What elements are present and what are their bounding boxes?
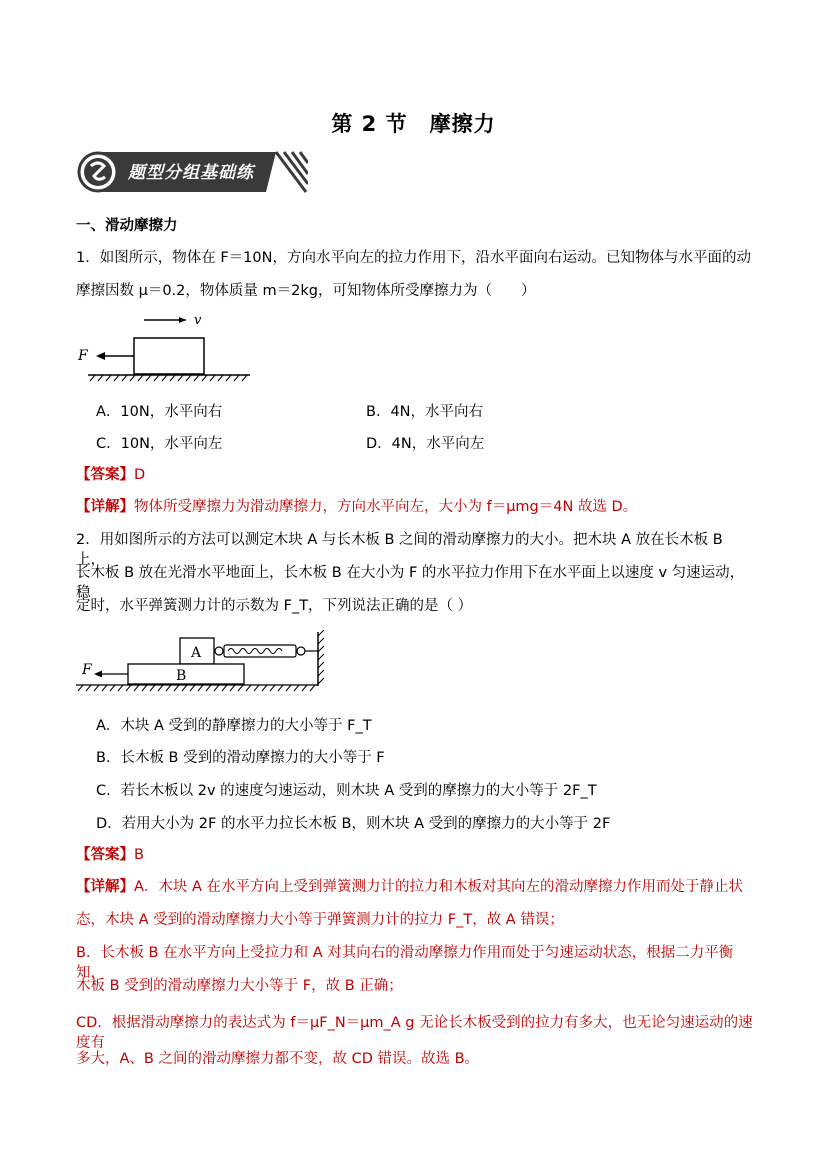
banner-label: 题型分组基础练 <box>128 163 254 183</box>
q2-stem-line1: 2．用如图所示的方法可以测定木块 A 与长木板 B 之间的滑动摩擦力的大小。把木块 A 放在长木板 B 上， <box>76 532 723 568</box>
q1-option-b: B．4N，水平向右 <box>366 404 484 420</box>
q1-stem-line2: 摩擦因数 μ＝0.2，物体质量 m＝2kg，可知物体所受摩擦力为（ ） <box>76 283 536 299</box>
q1-answer <box>76 465 756 485</box>
q2-detail-line5: CD．根据滑动摩擦力的表达式为 f＝μF_N＝μm_A g 无论长木板受到的拉力有多大，也无论匀速运动的速度有 <box>76 1015 753 1051</box>
q2-fig-B-label: B <box>176 668 187 684</box>
q2-detail-line4: 木板 B 受到的滑动摩擦力大小等于 F，故 B 正确； <box>76 978 403 994</box>
q1-detail-key: 【详解】 <box>76 499 134 515</box>
q2-answer <box>76 845 756 865</box>
q2-option-b: B．长木板 B 受到的滑动摩擦力的大小等于 F <box>96 750 385 766</box>
q1-option-d: D．4N，水平向左 <box>366 436 485 452</box>
q1-fig-F-label: F <box>78 348 88 364</box>
q2-stem-line2: 长木板 B 放在光滑水平地面上，长木板 B 在大小为 F 的水平拉力作用下在水平面上以速度 v 匀速运动，稳 <box>76 565 745 601</box>
q1-option-c: C．10N，水平向左 <box>96 436 223 452</box>
q2-detail-text1: A．木块 A 在水平方向上受到弹簧测力计的拉力和木板对其向左的滑动摩擦力作用而处于静止状 <box>134 879 744 895</box>
section-heading: 一、滑动摩擦力 <box>76 218 178 234</box>
q2-detail-line6: 多大，A、B 之间的滑动摩擦力都不变，故 CD 错误。故选 B。 <box>76 1051 480 1067</box>
q2-option-d: D．若用大小为 2F 的水平力拉长木板 B，则木块 A 受到的摩擦力的大小等于 2F <box>96 816 611 832</box>
q1-stem-line1: 1．如图所示，物体在 F＝10N，方向水平向左的拉力作用下，沿水平面向右运动。已知物体与水平面的动 <box>76 250 751 266</box>
q2-answer-value: B <box>134 847 144 863</box>
page-title: 第 2 节 摩擦力 <box>331 112 496 136</box>
q2-fig-A-label: A <box>191 645 202 661</box>
q2-option-a: A．木块 A 受到的静摩擦力的大小等于 F_T <box>96 718 372 734</box>
q2-detail-line1 <box>76 877 756 897</box>
q1-detail <box>76 497 756 517</box>
q2-detail-line3: B．长木板 B 在水平方向上受拉力和 A 对其向右的滑动摩擦力作用而处于匀速运动状态，根据二力平衡知， <box>76 945 734 981</box>
q1-detail-text: 物体所受摩擦力为滑动摩擦力，方向水平向左，大小为 f＝μmg＝4N 故选 D。 <box>134 499 638 515</box>
q2-answer-key: 【答案】 <box>76 847 134 863</box>
q2-option-c: C．若长木板以 2v 的速度匀速运动，则木块 A 受到的摩擦力的大小等于 2F_T <box>96 783 597 799</box>
q1-answer-value: D <box>134 467 146 483</box>
q2-detail-line2: 态，木块 A 受到的滑动摩擦力大小等于弹簧测力计的拉力 F_T，故 A 错误； <box>76 912 564 928</box>
q2-fig-F-label: F <box>82 662 92 678</box>
q2-detail-key: 【详解】 <box>76 879 134 895</box>
q1-figure <box>74 308 254 384</box>
q1-answer-key: 【答案】 <box>76 467 134 483</box>
q2-stem-line3: 定时，水平弹簧测力计的示数为 F_T，下列说法正确的是（ ） <box>76 598 473 614</box>
q1-option-a: A．10N，水平向右 <box>96 404 223 420</box>
q2-figure <box>74 630 326 694</box>
q1-fig-v-label: v <box>194 313 202 328</box>
